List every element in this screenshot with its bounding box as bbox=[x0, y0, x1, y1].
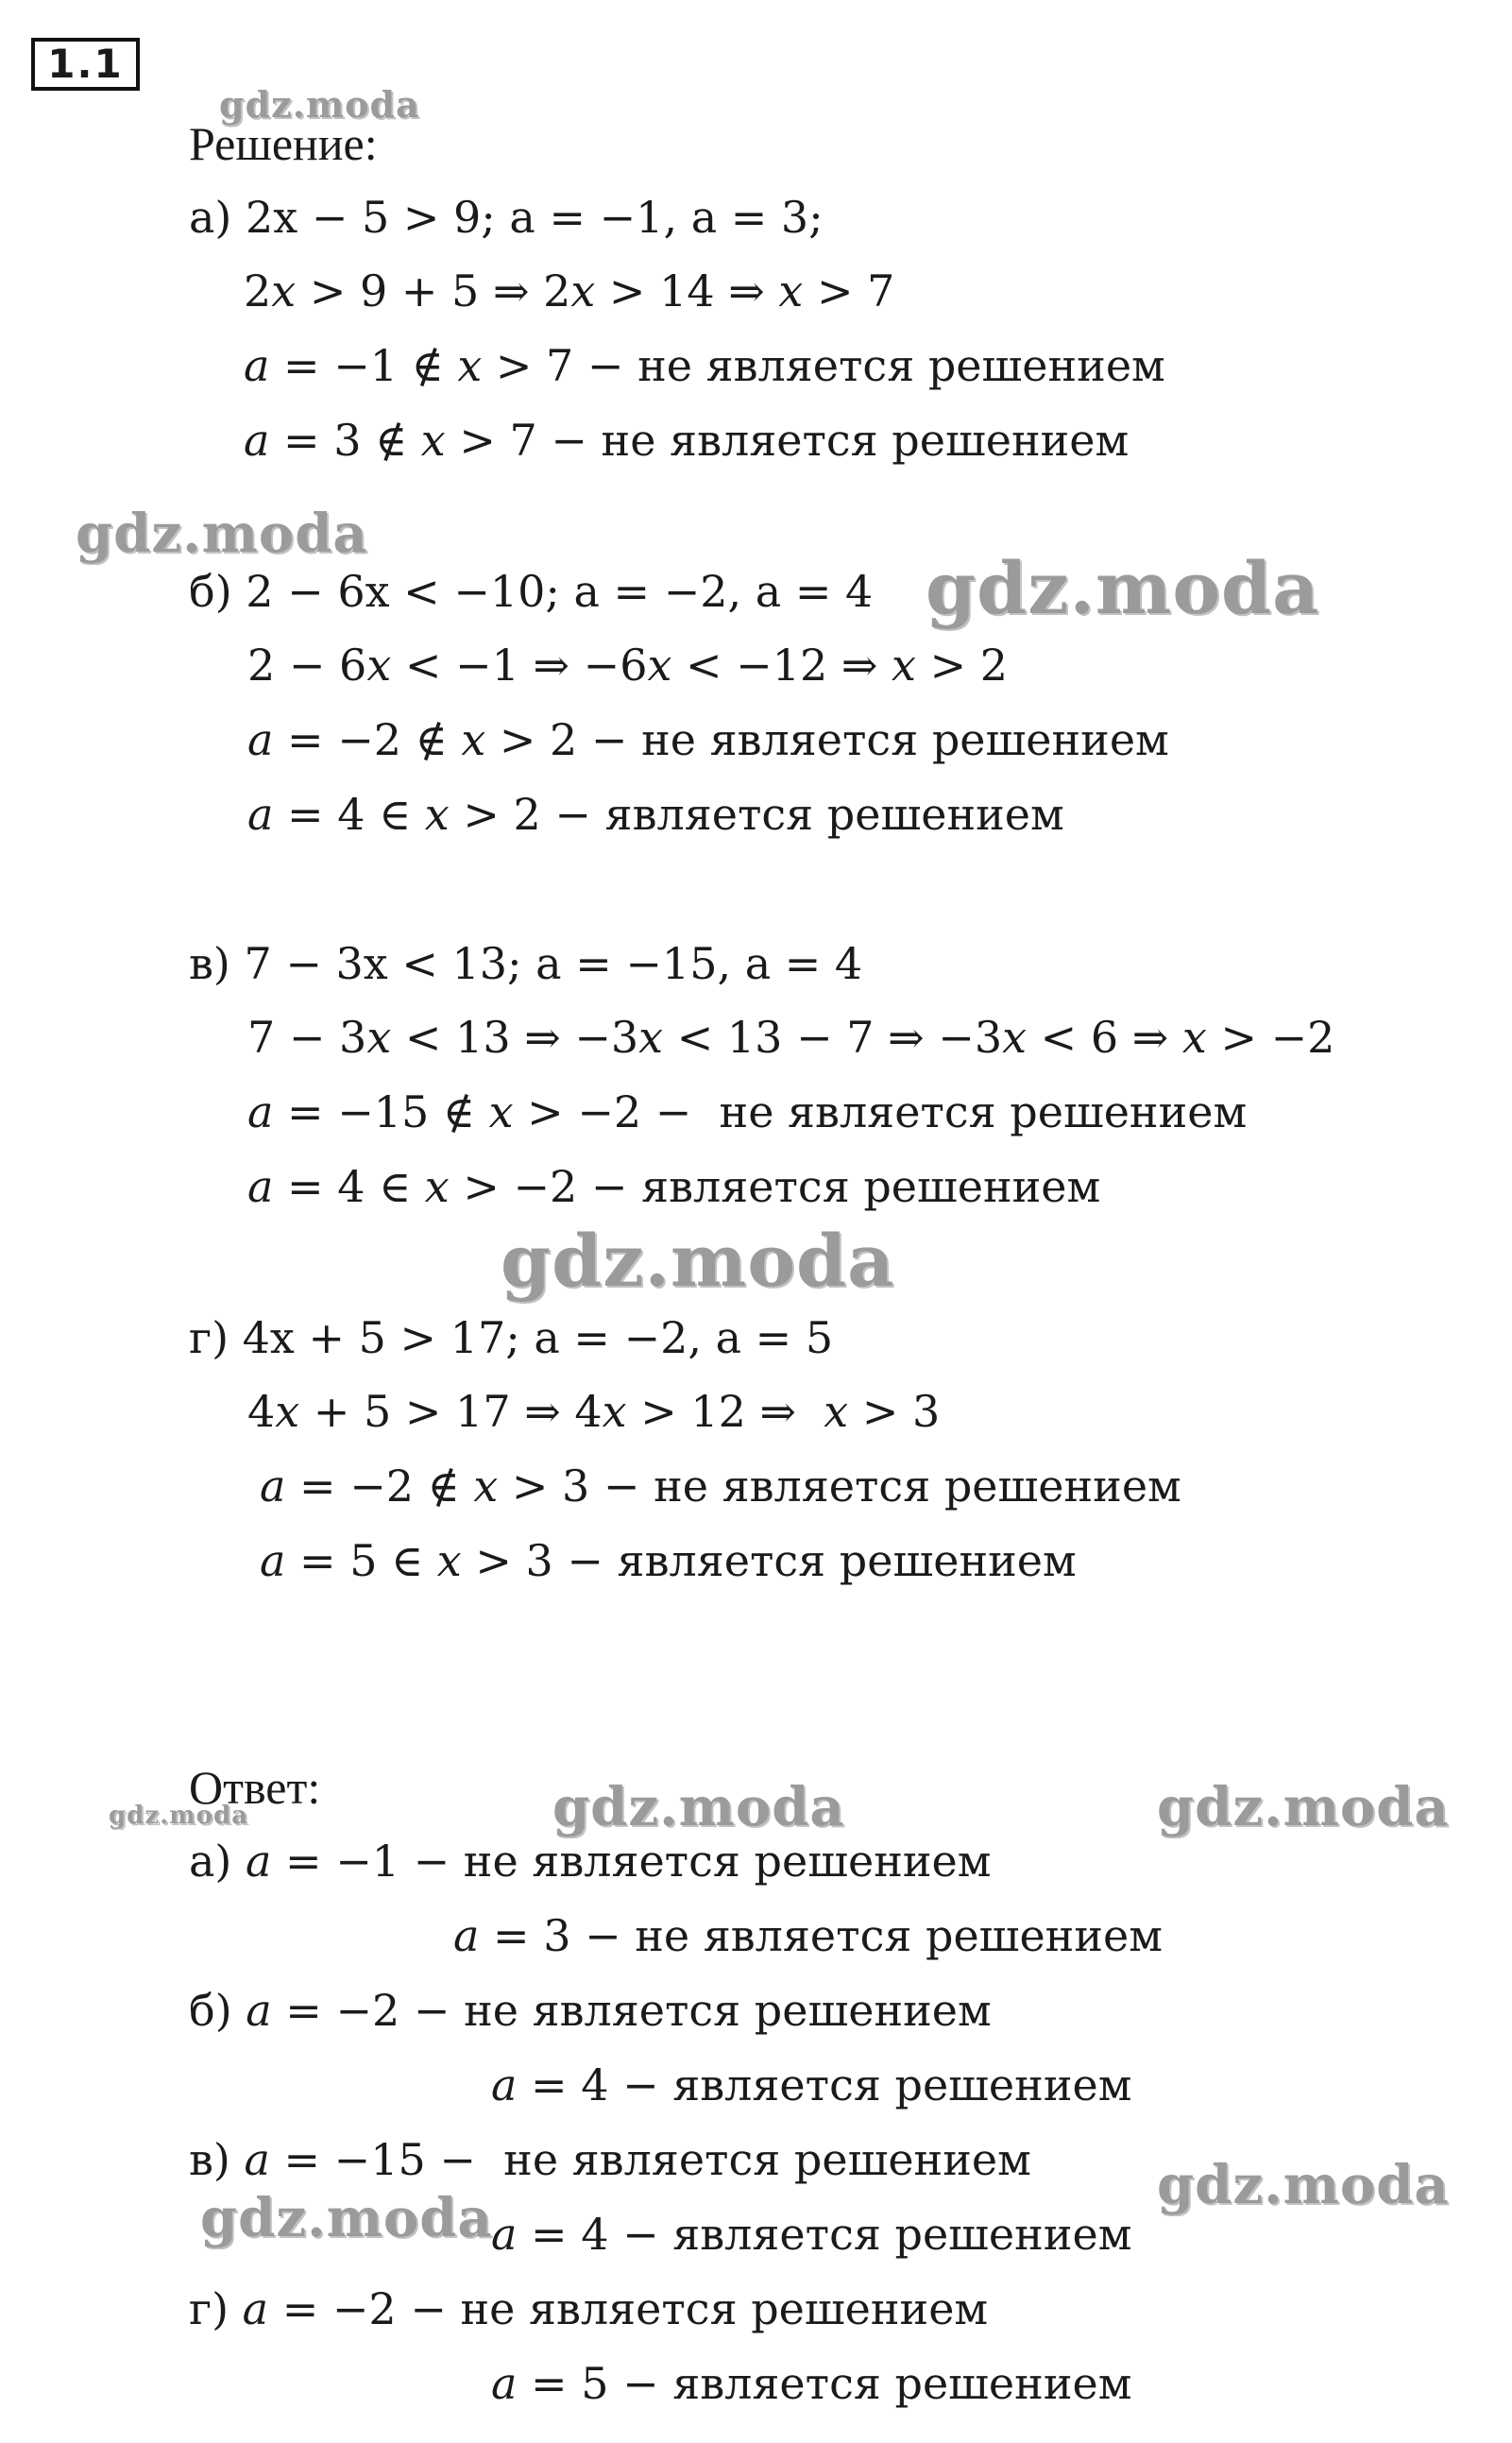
part-v-condition: в) 7 − 3x < 13; a = −15, a = 4 bbox=[189, 938, 863, 989]
watermark: gdz.moda bbox=[109, 1802, 249, 1830]
part-b-check-1: 𝑎 = −2 ∉ 𝑥 > 2 − не является решением bbox=[247, 714, 1169, 765]
part-a-step: 2𝑥 > 9 + 5 ⇒ 2𝑥 > 14 ⇒ 𝑥 > 7 bbox=[244, 265, 895, 316]
task-number: 1.1 bbox=[31, 38, 140, 91]
watermark: gdz.moda bbox=[501, 1219, 895, 1303]
answer-a-2: 𝑎 = 3 − не является решением bbox=[453, 1910, 1163, 1961]
answer-g-2: 𝑎 = 5 − является решением bbox=[491, 2358, 1132, 2409]
part-a-check-2: 𝑎 = 3 ∉ 𝑥 > 7 − не является решением bbox=[244, 415, 1130, 466]
answer-g-1: г) 𝑎 = −2 − не является решением bbox=[189, 2283, 989, 2334]
part-b-step: 2 − 6𝑥 < −1 ⇒ −6𝑥 < −12 ⇒ 𝑥 > 2 bbox=[247, 640, 1009, 691]
watermark: gdz.moda bbox=[1157, 1776, 1450, 1838]
part-g-condition: г) 4x + 5 > 17; a = −2, a = 5 bbox=[189, 1312, 834, 1363]
part-a-check-1: 𝑎 = −1 ∉ 𝑥 > 7 − не является решением bbox=[244, 340, 1165, 391]
answer-b-2: 𝑎 = 4 − является решением bbox=[491, 2059, 1132, 2110]
answer-a-1: а) 𝑎 = −1 − не является решением bbox=[189, 1836, 992, 1887]
answer-v-2: 𝑎 = 4 − является решением bbox=[491, 2209, 1132, 2260]
watermark: gdz.moda bbox=[219, 83, 420, 126]
part-v-check-1: 𝑎 = −15 ∉ 𝑥 > −2 − не является решением bbox=[247, 1086, 1248, 1137]
watermark: gdz.moda bbox=[1157, 2154, 1450, 2216]
answer-b-1: б) 𝑎 = −2 − не является решением bbox=[189, 1985, 992, 2036]
watermark: gdz.moda bbox=[926, 546, 1320, 630]
watermark: gdz.moda bbox=[552, 1776, 845, 1838]
solution-heading: Решение: bbox=[189, 117, 378, 170]
part-v-step: 7 − 3𝑥 < 13 ⇒ −3𝑥 < 13 − 7 ⇒ −3𝑥 < 6 ⇒ 𝑥 > −2 bbox=[247, 1012, 1335, 1063]
part-v-check-2: 𝑎 = 4 ∈ 𝑥 > −2 − является решением bbox=[247, 1161, 1101, 1212]
part-g-step: 4𝑥 + 5 > 17 ⇒ 4𝑥 > 12 ⇒ 𝑥 > 3 bbox=[247, 1386, 941, 1437]
part-b-condition: б) 2 − 6x < −10; a = −2, a = 4 bbox=[189, 566, 874, 617]
watermark: gdz.moda bbox=[76, 503, 368, 565]
watermark: gdz.moda bbox=[200, 2187, 493, 2249]
answer-heading: Ответ: bbox=[189, 1761, 321, 1814]
answer-v-1: в) 𝑎 = −15 − не является решением bbox=[189, 2134, 1031, 2185]
part-g-check-1: 𝑎 = −2 ∉ 𝑥 > 3 − не является решением bbox=[260, 1461, 1181, 1512]
part-g-check-2: 𝑎 = 5 ∈ 𝑥 > 3 − является решением bbox=[260, 1535, 1077, 1586]
part-b-check-2: 𝑎 = 4 ∈ 𝑥 > 2 − является решением bbox=[247, 789, 1064, 840]
part-a-condition: а) 2x − 5 > 9; a = −1, a = 3; bbox=[189, 192, 824, 243]
